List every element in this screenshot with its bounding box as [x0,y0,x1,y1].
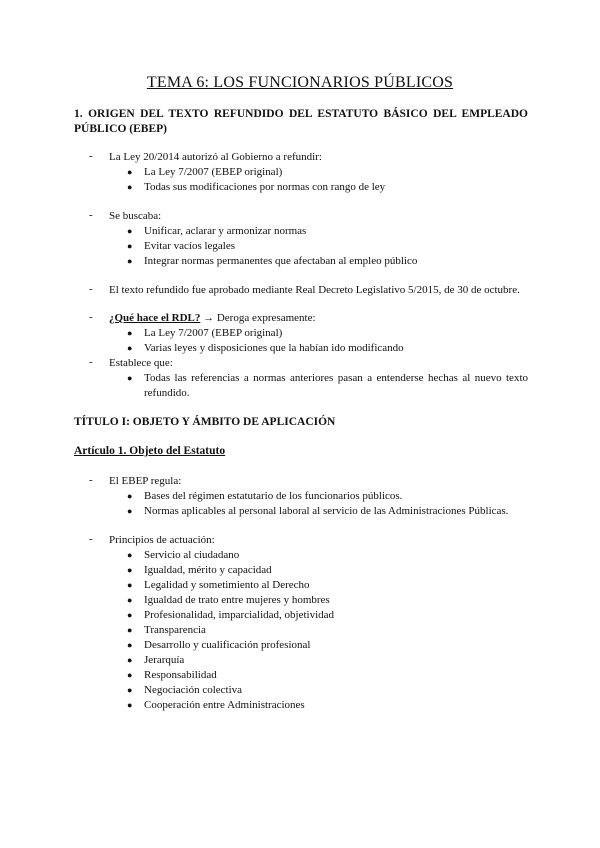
bullet-item: Normas aplicables al personal laboral al servicio de las Administraciones Públicas. [144,505,509,517]
bullet-item: Evitar vacíos legales [144,240,236,252]
bullet-item: Jerarquía [144,654,185,666]
bullet-marker: ● [127,328,133,338]
bullet-item: Igualdad de trato entre mujeres y hombres [144,594,330,606]
bullet-marker: ● [127,182,133,192]
bullet-marker: ● [127,506,133,516]
bullet-marker: ● [127,343,133,353]
bullet-item: Todas sus modificaciones por normas con rango de ley [144,181,386,193]
bullet-item: Varias leyes y disposiciones que la habían ido modificando [144,342,404,354]
rdl-answer: → Deroga expresamente: [200,312,316,324]
bullet-item: Integrar normas permanentes que afectaban al empleo público [144,255,418,267]
bullet-marker: ● [127,625,133,635]
dash-marker: - [89,533,93,545]
list-item: Se buscaba: [109,210,162,222]
bullet-marker: ● [127,491,133,501]
bullet-item: La Ley 7/2007 (EBEP original) [144,327,283,339]
bullet-marker: ● [127,580,133,590]
dash-marker: - [89,150,93,162]
section-1-heading: 1. ORIGEN DEL TEXTO REFUNDIDO DEL ESTATUTO BÁSICO DEL EMPLEADO PÚBLICO (EBEP) [74,108,528,135]
bullet-item: Negociación colectiva [144,684,243,696]
bullet-marker: ● [127,670,133,680]
bullet-item: Servicio al ciudadano [144,549,240,561]
bullet-item: Todas las referencias a normas anteriores pasan a entenderse hechas al nuevo texto refundido. [144,372,528,399]
dash-marker: - [89,283,93,295]
bullet-item: Igualdad, mérito y capacidad [144,564,272,576]
list-item: La Ley 20/2014 autorizó al Gobierno a refundir: [109,151,322,163]
bullet-marker: ● [127,373,133,383]
bullet-item: Responsabilidad [144,669,217,681]
list-item: Principios de actuación: [109,534,215,546]
article-1-heading: Artículo 1. Objeto del Estatuto [74,445,226,457]
section-2-heading: TÍTULO I: OBJETO Y ÁMBITO DE APLICACIÓN [74,416,336,428]
bullet-marker: ● [127,595,133,605]
bullet-marker: ● [127,685,133,695]
list-item: El texto refundido fue aprobado mediante Real Decreto Legislativo 5/2015, de 30 de octubre. [109,284,520,296]
dash-marker: - [89,474,93,486]
bullet-marker: ● [127,167,133,177]
bullet-item: Profesionalidad, imparcialidad, objetividad [144,609,335,621]
bullet-marker: ● [127,610,133,620]
bullet-item: Bases del régimen estatutario de los funcionarios públicos. [144,490,403,502]
page-title: TEMA 6: LOS FUNCIONARIOS PÚBLICOS [146,74,454,91]
bullet-marker: ● [127,550,133,560]
dash-marker: - [89,311,93,323]
list-item [109,311,529,326]
list-item: Establece que: [109,357,173,369]
bullet-item: Cooperación entre Administraciones [144,699,305,711]
dash-marker: - [89,356,93,368]
list-item: El EBEP regula: [109,475,182,487]
dash-marker: - [89,209,93,221]
rdl-question: ¿Qué hace el RDL? [109,312,201,324]
bullet-marker: ● [127,256,133,266]
bullet-item: Transparencia [144,624,206,636]
bullet-item: Unificar, aclarar y armonizar normas [144,225,307,237]
bullet-marker: ● [127,700,133,710]
bullet-item: La Ley 7/2007 (EBEP original) [144,166,283,178]
bullet-marker: ● [127,241,133,251]
bullet-item: Legalidad y sometimiento al Derecho [144,579,310,591]
bullet-marker: ● [127,655,133,665]
bullet-marker: ● [127,565,133,575]
bullet-item: Desarrollo y cualificación profesional [144,639,311,651]
bullet-marker: ● [127,226,133,236]
bullet-marker: ● [127,640,133,650]
